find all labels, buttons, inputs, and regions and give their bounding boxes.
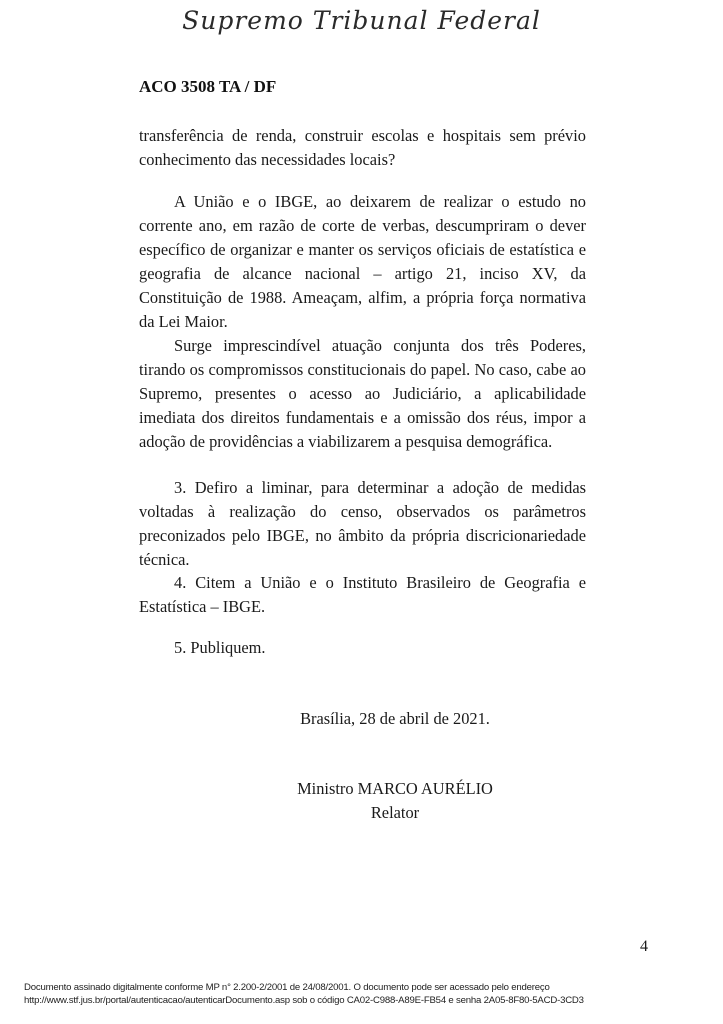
digital-signature-footer: [24, 981, 714, 1007]
paragraph-item-3-defiro: 3. Defiro a liminar, para determinar a adoção de medidas voltadas à realização do censo, observados os parâmetros preconizados pelo IBGE, no âmbito da própria discricionariedade técnica.: [139, 478, 586, 569]
paragraph-continuation: transferência de renda, construir escolas e hospitais sem prévio conhecimento das necessidades locais?: [139, 126, 586, 169]
paragraph-uniao-ibge: A União e o IBGE, ao deixarem de realizar o estudo no corrente ano, em razão de corte de verbas, descumpriram o dever específico de organizar e manter os serviços oficiais de estatística e geografia de alcance nacional – artigo 21, inciso XV, da Constituição de 1988. Ameaçam, alfim, a própria força normativa da Lei Maior.: [139, 192, 586, 331]
paragraph-item-4-citem: 4. Citem a União e o Instituto Brasileiro de Geografia e Estatística – IBGE.: [139, 573, 586, 616]
page-number: 4: [640, 938, 648, 955]
paragraph-tres-poderes: Surge imprescindível atuação conjunta dos três Poderes, tirando os compromissos constitucionais do papel. No caso, cabe ao Supremo, presentes o acesso ao Judiciário, a aplicabilidade imediata dos direitos fundamentais e a omissão dos réus, impor a adoção de providências a viabilizarem a pesquisa demográfica.: [139, 336, 586, 451]
signer-role: Relator: [370, 803, 420, 822]
footer-line-signature-notice: Documento assinado digitalmente conforme MP n° 2.200-2/2001 de 24/08/2001. O documento pode ser acessado pelo endereço: [24, 982, 550, 993]
court-header-title: Supremo Tribunal Federal: [182, 6, 541, 35]
place-date: Brasília, 28 de abril de 2021.: [300, 709, 490, 728]
footer-line-verification-url[interactable]: http://www.stf.jus.br/portal/autenticacao/autenticarDocumento.asp sob o código CA02-C988-A89E-FB54 e senha 2A05-8F80-5ACD-3CD3: [24, 995, 584, 1006]
case-number: ACO 3508 TA / DF: [139, 77, 277, 96]
signer-name: Ministro MARCO AURÉLIO: [297, 779, 493, 798]
paragraph-item-5-publiquem: 5. Publiquem.: [174, 638, 266, 657]
